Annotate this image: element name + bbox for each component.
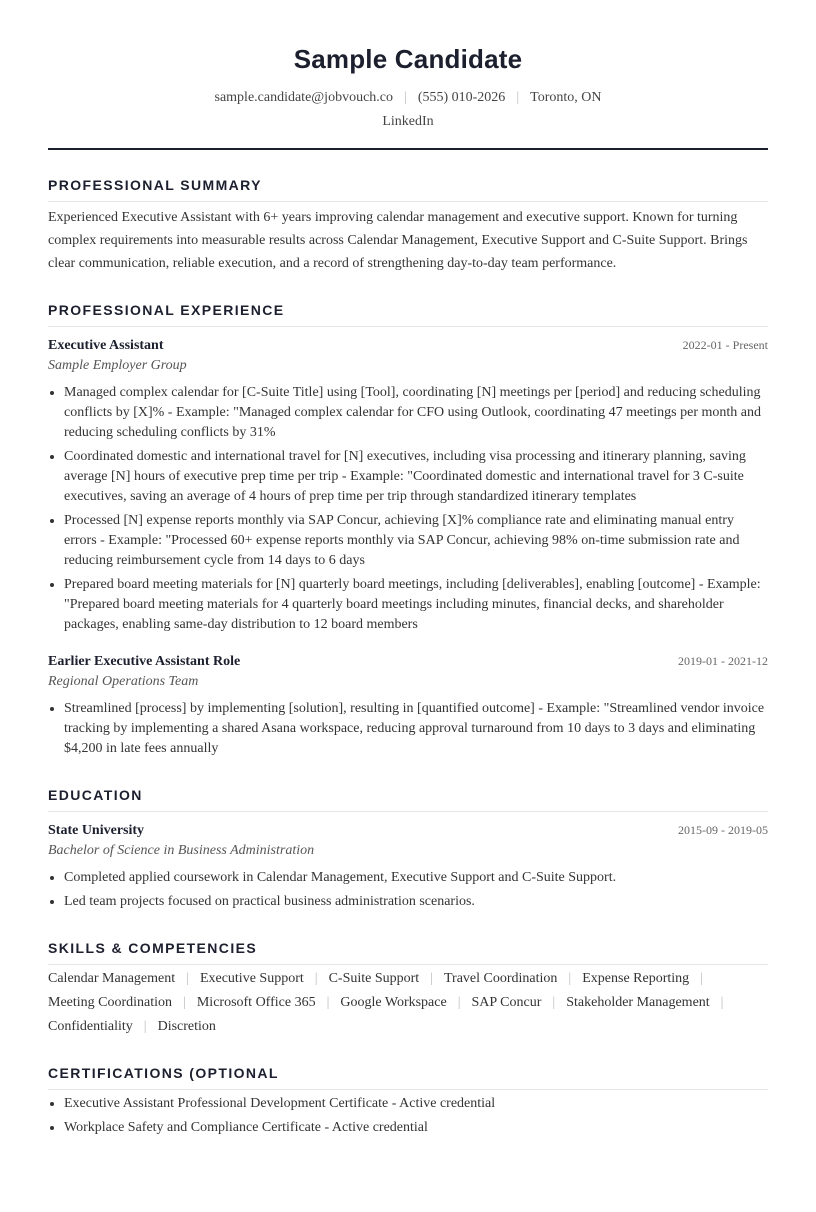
degree-name: Bachelor of Science in Business Administration bbox=[48, 843, 315, 858]
contact-line-2 bbox=[48, 112, 768, 132]
job-organization: Regional Operations Team bbox=[48, 674, 199, 689]
skill-item: SAP Concur bbox=[471, 995, 542, 1010]
skill-item: Travel Coordination bbox=[444, 971, 558, 986]
skill-separator: | bbox=[326, 995, 330, 1010]
skill-item: Meeting Coordination bbox=[48, 995, 173, 1010]
list-item: • Led team projects focused on practical business administration scenarios. bbox=[64, 892, 768, 912]
section-title-skills: SKILLS & COMPETENCIES bbox=[48, 939, 768, 965]
skill-item: Discretion bbox=[157, 1019, 216, 1034]
contact-separator: | bbox=[516, 90, 520, 105]
header-divider bbox=[48, 148, 768, 150]
skill-separator: | bbox=[457, 995, 461, 1010]
job-bullet-list bbox=[48, 383, 768, 639]
skill-item: Google Workspace bbox=[340, 995, 447, 1010]
job-title: Earlier Executive Assistant Role bbox=[48, 654, 241, 669]
list-item: • Processed [N] expense reports monthly via SAP Concur, achieving [X]% compliance rate and eliminating manual entry errors - Example: "Processed 60+ expense reports monthly via SAP Concur, achieving 98% on-time submission rate and reducing reimbursement cycle from 14 days to 6 days bbox=[64, 511, 768, 571]
education-dates: 2015-09 - 2019-05 bbox=[678, 823, 768, 837]
list-item: • Completed applied coursework in Calendar Management, Executive Support and C-Suite Support. bbox=[64, 868, 768, 888]
skill-separator: | bbox=[552, 995, 556, 1010]
education-bullet-list bbox=[48, 868, 768, 916]
skill-separator: | bbox=[568, 971, 572, 986]
job-title: Executive Assistant bbox=[48, 338, 164, 353]
contact-separator: | bbox=[404, 90, 407, 105]
list-item: • Prepared board meeting materials for [N] quarterly board meetings, including [deliverables], enabling [outcome] - Example: "Prepared board meeting materials for 4 quarterly board meetings including minutes, financial decks, and shareholder packages, enabling same-day distribution to 12 board members bbox=[64, 575, 768, 635]
job-dates: 2019-01 - 2021-12 bbox=[678, 654, 768, 668]
skill-item: Calendar Management bbox=[48, 971, 176, 986]
skill-item: Executive Support bbox=[199, 971, 304, 986]
contact-line bbox=[48, 88, 768, 108]
skill-separator: | bbox=[183, 995, 186, 1010]
job-bullet-list bbox=[48, 699, 768, 763]
linkedin-link[interactable]: LinkedIn bbox=[382, 114, 434, 129]
skill-separator: | bbox=[720, 995, 724, 1010]
skill-item: Stakeholder Management bbox=[566, 995, 710, 1010]
skill-item: Confidentiality bbox=[48, 1019, 133, 1034]
skill-separator: | bbox=[314, 971, 318, 986]
job-dates: 2022-01 - Present bbox=[682, 338, 768, 352]
skill-separator: | bbox=[143, 1019, 147, 1034]
section-title-certifications: CERTIFICATIONS (OPTIONAL bbox=[48, 1064, 768, 1090]
email-text: sample.candidate@jobvouch.co bbox=[214, 90, 393, 105]
certifications-list bbox=[48, 1094, 768, 1142]
skills-list bbox=[48, 967, 768, 1039]
skill-separator: | bbox=[186, 971, 189, 986]
list-item: • Executive Assistant Professional Development Certificate - Active credential bbox=[64, 1094, 768, 1114]
skill-item: Microsoft Office 365 bbox=[196, 995, 316, 1010]
section-title-summary: PROFESSIONAL SUMMARY bbox=[48, 176, 768, 202]
phone-text: (555) 010-2026 bbox=[417, 90, 506, 105]
location-text: Toronto, ON bbox=[530, 90, 602, 105]
school-name: State University bbox=[48, 823, 145, 838]
list-item: • Streamlined [process] by implementing [solution], resulting in [quantified outcome] - Example: "Streamlined vendor invoice tracking by implementing a shared Asana workspace, reducing approval turnaround from 10 days to 3 days and eliminating $4,200 in late fees annually bbox=[64, 699, 768, 759]
list-item: • Managed complex calendar for [C-Suite Title] using [Tool], coordinating [N] meetings per [period] and reducing scheduling conflicts by [X]% - Example: "Managed complex calendar for CFO using Outlook, coordinating 47 meetings per month and reducing scheduling conflicts by 31% bbox=[64, 383, 768, 443]
list-item: • Workplace Safety and Compliance Certificate - Active credential bbox=[64, 1118, 768, 1138]
job-organization: Sample Employer Group bbox=[48, 358, 187, 373]
candidate-name: Sample Candidate bbox=[293, 44, 523, 74]
section-title-education: EDUCATION bbox=[48, 786, 768, 812]
skill-item: Expense Reporting bbox=[582, 971, 690, 986]
list-item: • Coordinated domestic and international travel for [N] executives, including visa processing and itinerary planning, saving average [N] hours of executive prep time per trip - Example: "Coordinated domestic and international travel for 3 C-suite executives, saving an average of 4 hours of prep time per trip through standardized itinerary templates bbox=[64, 447, 768, 507]
skill-item: C-Suite Support bbox=[328, 971, 420, 986]
section-title-experience: PROFESSIONAL EXPERIENCE bbox=[48, 301, 768, 327]
skill-separator: | bbox=[700, 971, 703, 986]
summary-text: Experienced Executive Assistant with 6+ years improving calendar management and executive support. Known for turning complex requirements into measurable results across Calendar Management, Executive Support and C-Suite Support. Brings clear communication, reliable execution, and a record of strengthening day-to-day team performance. bbox=[48, 210, 748, 271]
skill-separator: | bbox=[430, 971, 433, 986]
